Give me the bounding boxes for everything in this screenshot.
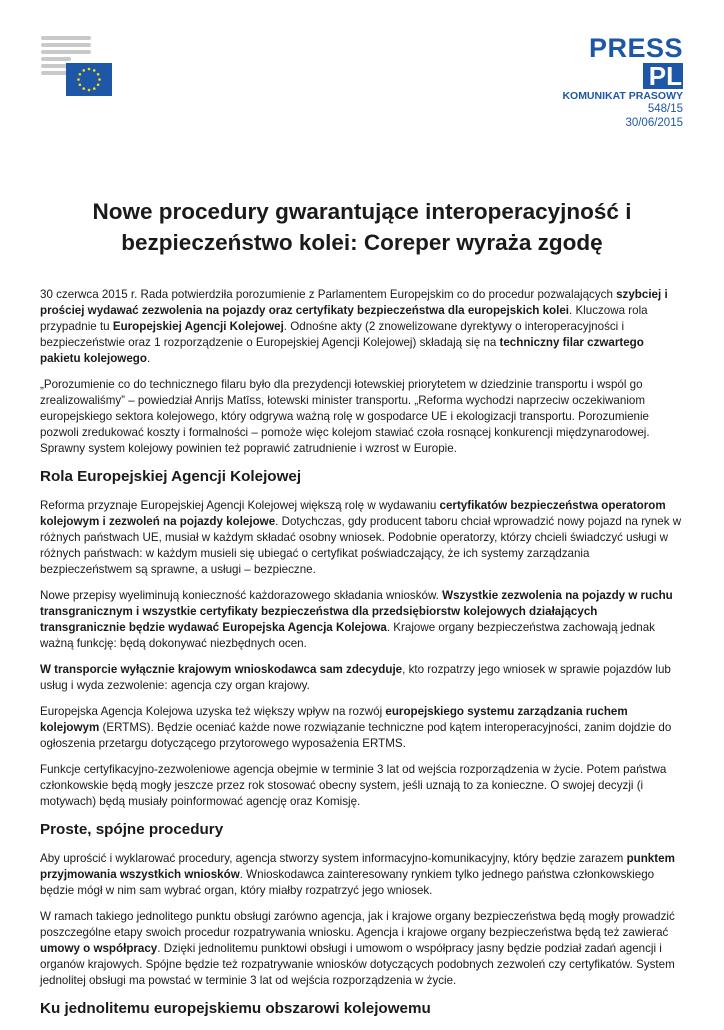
star-icon [77, 78, 80, 81]
star-icon [79, 73, 82, 76]
paragraph-ertms: Europejska Agencja Kolejowa uzyska też większy wpływ na rozwój europejskiego systemu zarządzania ruchem kolejowym (ERTMS). Będzie oceniać każde nowe rozwiązanie techniczne pod kątem interoperacyjności, zanim dojdzie do ogłoszenia przetargu dotyczącego przytorowego wyposażenia ERTMS. [40, 705, 672, 750]
paragraph-cooperation: W ramach takiego jednolitego punktu obsługi zarówno agencja, jak i krajowe organy bezpieczeństwa będą mogły prowadzić poszczególne etapy swoich procedur rozpatrywania wniosku. Agencja i krajowe organy bezpieczeństwa będą też zawierać umowy o współpracy. Dzięki jednolitemu punktowi obsługi i umowom o współpracy jasny będzie podział zadań agencji i organów krajowych. Spójne będzie też rozpatrywanie wniosków dotyczących podobnych zezwoleń czy certyfikatów. System jednolitej obsługi ma powstać w terminie 3 lat od wejścia rozporządzenia w życie. [40, 910, 675, 987]
section-heading-rola: Rola Europejskiej Agencji Kolejowej [40, 468, 302, 485]
paragraph-timeline: Funkcje certyfikacyjno-zezwoleniowe agencja obejmie w terminie 3 lat od wejścia rozporządzenia w życie. Potem państwa członkowskie będą mogły jeszcze przez rok stosować obecny system, jeśli uznają to za konieczne. O swojej decyzji (i motywach) będą musiały poinformować agencję oraz Komisję. [40, 763, 667, 808]
paragraph-reform: Reforma przyznaje Europejskiej Agencji Kolejowej większą rolę w wydawaniu certyfikatów bezpieczeństwa operatorom kolejowym i zezwoleń na pojazdy kolejowe. Dotychczas, gdy producent taboru chciał wprowadzić nowy pojazd na rynek w różnych państwach UE, musiał w każdym składać osobny wniosek. Podobnie operatorzy, którzy chcieli świadczyć usługi w różnych państwach: w każdym musieli się ubiegać o certyfikat poświadczający, że ich systemy zarządzania bezpieczeństwem są sprawne, a usługi – bezpieczne. [40, 499, 682, 576]
press-header [483, 34, 683, 130]
star-icon [97, 73, 100, 76]
paragraph-intro: 30 czerwca 2015 r. Rada potwierdziła porozumienie z Parlamentem Europejskim co do procedur pozwalających szybciej i prościej wydawać zezwolenia na pojazdy oraz certyfikaty bezpieczeństwa dla europejskich kolei. Kluczowa rola przypadnie tu Europejskiej Agencji Kolejowej. Odnośne akty (2 znowelizowane dyrektywy o interoperacyjności i bezpieczeństwie oraz 1 rozporządzenie o Europejskiej Agencji Kolejowej) składają się na techniczny filar czwartego pakietu kolejowego. [40, 288, 668, 365]
press-label: PRESS [588, 33, 683, 63]
article-body [40, 287, 684, 1030]
language-badge: PL [643, 63, 683, 89]
paragraph-one-stop-shop: Aby uprościć i wyklarować procedury, agencja stworzy system informacyjno-komunikacyjny, który będzie zarazem punktem przyjmowania wszystkich wniosków. Wnioskodawca zainteresowany rynkiem tylko jednego państwa członkowskiego będzie mógł w nim sam wybrać organ, który miałby rozpatrzyć jego wniosek. [40, 852, 675, 897]
release-number: 548/15 [647, 103, 683, 115]
paragraph-new-rules: Nowe przepisy wyeliminują konieczność każdorazowego składania wniosków. Wszystkie zezwolenia na pojazdy w ruchu transgranicznym i wszystkie certyfikaty bezpieczeństwa dla przedsiębiorstw kolejowych działających transgranicznie będzie wydawać Europejska Agencja Kolejowa. Krajowe organy bezpieczeństwa zachowają jednak ważną funkcję: będą dokonywać niezbędnych ocen. [40, 589, 673, 650]
star-icon [88, 89, 91, 92]
star-icon [98, 78, 101, 81]
star-icon [88, 68, 91, 71]
star-icon [79, 83, 82, 86]
star-icon [93, 87, 96, 90]
council-logo [40, 34, 112, 96]
release-date: 30/06/2015 [625, 117, 683, 129]
section-heading-ku: Ku jednolitemu europejskiemu obszarowi kolejowemu [40, 1000, 431, 1017]
paragraph-domestic: W transporcie wyłącznie krajowym wnioskodawca sam zdecyduje, kto rozpatrzy jego wniosek w sprawie pojazdów lub usług i wyda zezwolenie: agencja czy organ krajowy. [40, 663, 671, 692]
star-icon [82, 69, 85, 72]
star-icon [97, 83, 100, 86]
eu-flag-icon [40, 34, 112, 96]
komunikat-label: KOMUNIKAT PRASOWY [562, 90, 683, 102]
page-title: Nowe procedury gwarantujące interoperacyjność i bezpieczeństwo kolei: Coreper wyraża zgodę [92, 199, 632, 255]
paragraph-quote: „Porozumienie co do technicznego filaru było dla prezydencji łotewskiej priorytetem w dziedzinie transportu i wspól go zrealizowaliśmy” – powiedział Anrijs Matīss, łotewski minister transportu. „Reforma wychodzi naprzeciw oczekiwaniom europejskiego sektora kolejowego, który odgrywa ważną rolę w gospodarce UE i ekologizacji transportu. Porozumienie pozwoli zredukować koszty i formalności – pomoże więc kolejom stawiać czoła rosnącej konkurencji międzynarodowej. Sprawny system kolejowy powinien też poprawić zatrudnienie i wzrost w Europie. [40, 378, 650, 455]
star-icon [82, 87, 85, 90]
section-heading-proste: Proste, spójne procedury [40, 821, 224, 838]
star-icon [93, 69, 96, 72]
